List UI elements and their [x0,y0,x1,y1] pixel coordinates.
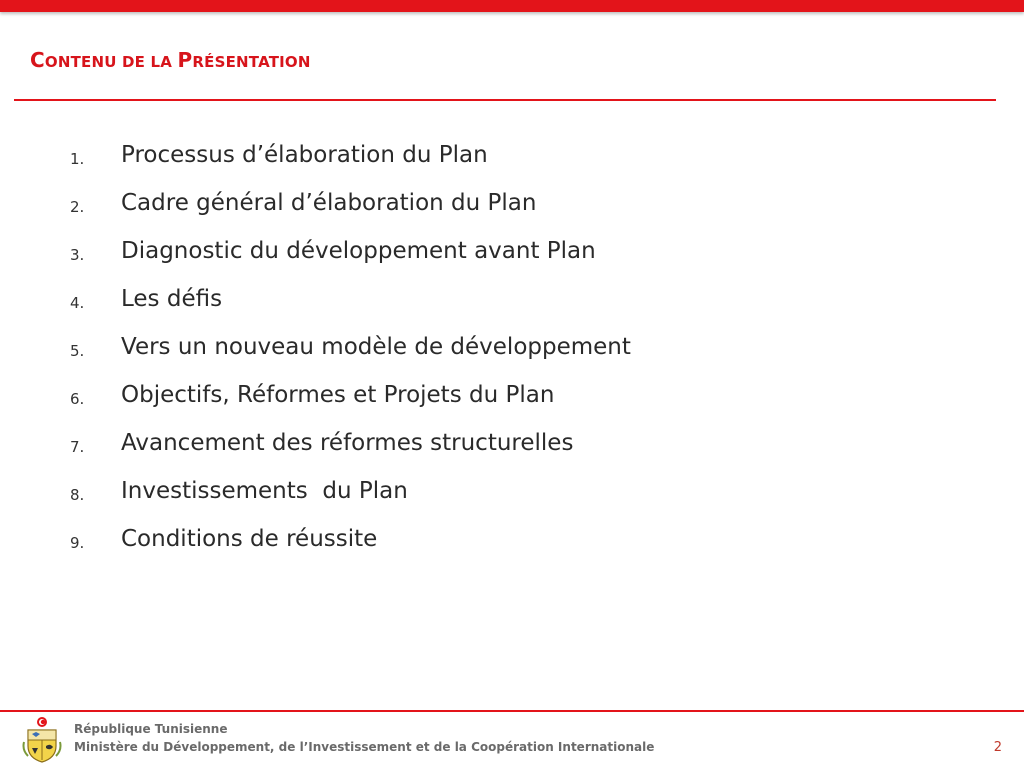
toc-item [0,524,1024,572]
footer-divider [0,710,1024,712]
title-rest: ONTENU DE LA [44,53,178,71]
title-divider [14,99,996,101]
table-of-contents [0,140,1024,572]
toc-item-number: 5. [70,342,85,360]
toc-item [0,284,1024,332]
title-initial-2: P [177,48,193,72]
toc-item-number: 6. [70,390,85,408]
toc-item-number: 4. [70,294,85,312]
toc-item-number: 1. [70,150,85,168]
toc-item-text: Vers un nouveau modèle de développement [121,334,631,360]
toc-item [0,428,1024,476]
toc-item-number: 8. [70,486,85,504]
toc-item-text: Cadre général d’élaboration du Plan [121,190,537,216]
toc-item-number: 3. [70,246,85,264]
footer-country: République Tunisienne [74,722,228,736]
toc-item-number: 2. [70,198,85,216]
top-accent-bar [0,0,1024,12]
toc-item [0,476,1024,524]
tunisia-coat-of-arms-icon [22,716,62,764]
toc-item-text: Investissements du Plan [121,478,408,504]
page-number: 2 [993,740,1002,755]
toc-item [0,380,1024,428]
toc-item [0,188,1024,236]
title-rest-2: RÉSENTATION [192,53,311,71]
slide-title [30,48,311,72]
toc-item-text: Processus d’élaboration du Plan [121,142,488,168]
toc-item-text: Conditions de réussite [121,526,378,552]
footer-ministry: Ministère du Développement, de l’Investissement et de la Coopération Internationale [74,740,655,754]
toc-item-number: 9. [70,534,85,552]
toc-item [0,332,1024,380]
toc-item-text: Avancement des réformes structurelles [121,430,574,456]
toc-item-number: 7. [70,438,85,456]
toc-item [0,140,1024,188]
toc-item [0,236,1024,284]
title-initial: C [30,48,45,72]
toc-item-text: Diagnostic du développement avant Plan [121,238,596,264]
toc-item-text: Les défis [121,286,223,312]
toc-item-text: Objectifs, Réformes et Projets du Plan [121,382,555,408]
